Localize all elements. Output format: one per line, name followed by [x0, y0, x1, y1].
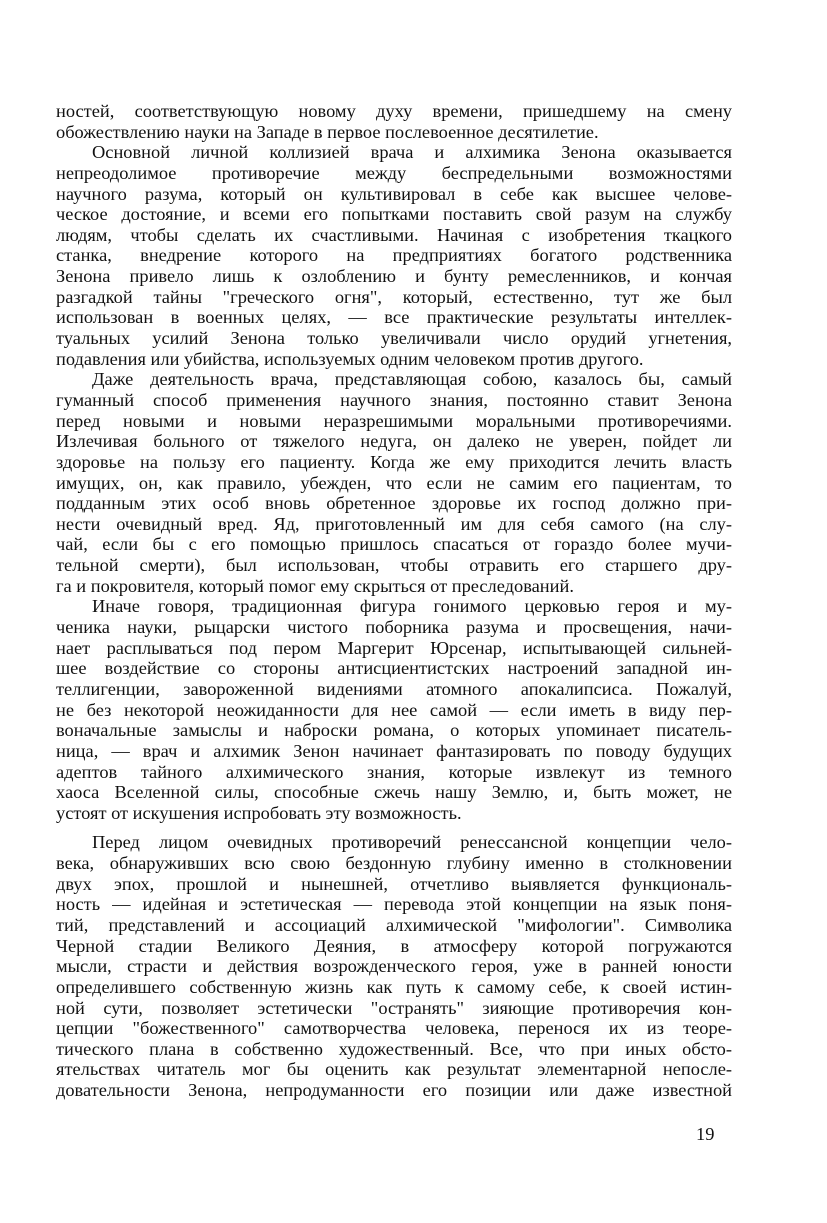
text-line: теллигенции, завороженной видениями атомного апокалипсиса. Пожалуй,: [56, 678, 732, 699]
text-line: здоровье на пользу его пациенту. Когда же ему приходится лечить власть: [56, 451, 732, 472]
text-line: хаоса Вселенной силы, способные сжечь нашу Землю, и, быть может, не: [56, 782, 732, 803]
text-line: использован в военных целях, — все практические результаты интеллек-: [56, 307, 732, 328]
text-line: шее воздействие со стороны антисциентистских настроений западной ин-: [56, 658, 732, 679]
text-line: устоят от искушения испробовать эту возможность.: [56, 802, 462, 823]
text-line: воначальные замыслы и наброски романа, о которых упоминает писатель-: [56, 720, 732, 741]
text-line: подавления или убийства, используемых одним человеком против другого.: [56, 348, 644, 369]
text-line: адептов тайного алхимического знания, которые извлекут из темного: [56, 761, 732, 782]
text-line: ной сути, позволяет эстетически "остранять" зияющие противоречия кон-: [56, 997, 732, 1018]
text-line: Зенона привело лишь к озлоблению и бунту ремесленников, и кончая: [56, 266, 732, 287]
text-line: туальных усилий Зенона только увеличивали число орудий угнетения,: [56, 328, 732, 349]
text-line: тического плана в собственно художественный. Все, что при иных обсто-: [56, 1038, 732, 1059]
text-line: непреодолимое противоречие между беспредельными возможностями: [56, 162, 732, 183]
paragraph: [56, 596, 732, 823]
text-line: ность — идейная и эстетическая — перевода этой концепции на язык поня-: [56, 894, 732, 915]
text-line: обожествлению науки на Западе в первое послевоенное десятилетие.: [56, 121, 599, 142]
text-line: чай, если бы с его помощью пришлось спасаться от гораздо более мучи-: [56, 534, 732, 555]
text-line: двух эпох, прошлой и нынешней, отчетливо выявляется функциональ-: [56, 873, 732, 894]
paragraph: [56, 369, 732, 596]
text-line: Даже деятельность врача, представляющая собою, казалось бы, самый: [92, 369, 732, 390]
text-line: нести очевидный вред. Яд, приготовленный им для себя самого (на слу-: [56, 513, 732, 534]
text-line: определившего собственную жизнь как путь к самому себе, к своей истин-: [56, 976, 732, 997]
text-line: разгадкой тайны "греческого огня", который, естественно, тут же был: [56, 286, 732, 307]
text-line: нает расплываться под пером Маргерит Юрсенар, испытывающей сильней-: [56, 637, 732, 658]
text-line: людям, чтобы сделать их счастливыми. Начиная с изобретения ткацкого: [56, 224, 732, 245]
text-line: века, обнаруживших всю свою бездонную глубину именно в столкновении: [56, 853, 732, 874]
text-line: ница, — врач и алхимик Зенон начинает фантазировать по поводу будущих: [56, 740, 732, 761]
text-line: Черной стадии Великого Деяния, в атмосферу которой погружаются: [56, 935, 732, 956]
body-text: [56, 101, 732, 1101]
paragraph: [56, 832, 732, 1100]
text-line: не без некоторой неожиданности для нее самой — если иметь в виду пер-: [56, 699, 732, 720]
text-line: Перед лицом очевидных противоречий ренессансной концепции чело-: [92, 832, 732, 853]
text-line: ческое достояние, и всеми его попытками поставить свой разум на службу: [56, 204, 732, 225]
text-line: гуманный способ применения научного знания, постоянно ставит Зенона: [56, 389, 732, 410]
text-line: довательности Зенона, непродуманности его позиции или даже известной: [56, 1080, 732, 1101]
text-line: Иначе говоря, традиционная фигура гонимого церковью героя и му-: [92, 596, 732, 617]
text-line: цепции "божественного" самотворчества человека, перенося их из теоре-: [56, 1018, 732, 1039]
text-line: подданным этих особ вновь обретенное здоровье их господ должно при-: [56, 493, 732, 514]
text-line: ченика науки, рыцарски чистого поборника разума и просвещения, начи-: [56, 617, 732, 638]
text-line: Излечивая больного от тяжелого недуга, он далеко не уверен, пойдет ли: [56, 431, 732, 452]
text-line: научного разума, который он культивировал в себе как высшее челове-: [56, 183, 732, 204]
page-number: 19: [696, 1124, 715, 1144]
paragraph: [56, 101, 732, 142]
paragraph: [56, 142, 732, 369]
text-line: га и покровителя, который помог ему скрыться от преследований.: [56, 575, 574, 596]
text-line: перед новыми и новыми неразрешимыми моральными противоречиями.: [56, 410, 732, 431]
text-line: тий, представлений и ассоциаций алхимической "мифологии". Символика: [56, 914, 732, 935]
text-line: ностей, соответствующую новому духу времени, пришедшему на смену: [56, 101, 732, 121]
text-line: ятельствах читатель мог бы оценить как результат элементарной непосле-: [56, 1059, 732, 1080]
text-line: Основной личной коллизией врача и алхимика Зенона оказывается: [92, 142, 732, 163]
text-line: станка, внедрение которого на предприятиях богатого родственника: [56, 245, 732, 266]
text-line: имущих, он, как правило, убежден, что если не самим его пациентам, то: [56, 472, 732, 493]
text-line: мысли, страсти и действия возрожденческого героя, уже в ранней юности: [56, 956, 732, 977]
text-line: тельной смерти), был использован, чтобы отравить его старшего дру-: [56, 555, 732, 576]
paragraph-gap: [56, 823, 732, 832]
